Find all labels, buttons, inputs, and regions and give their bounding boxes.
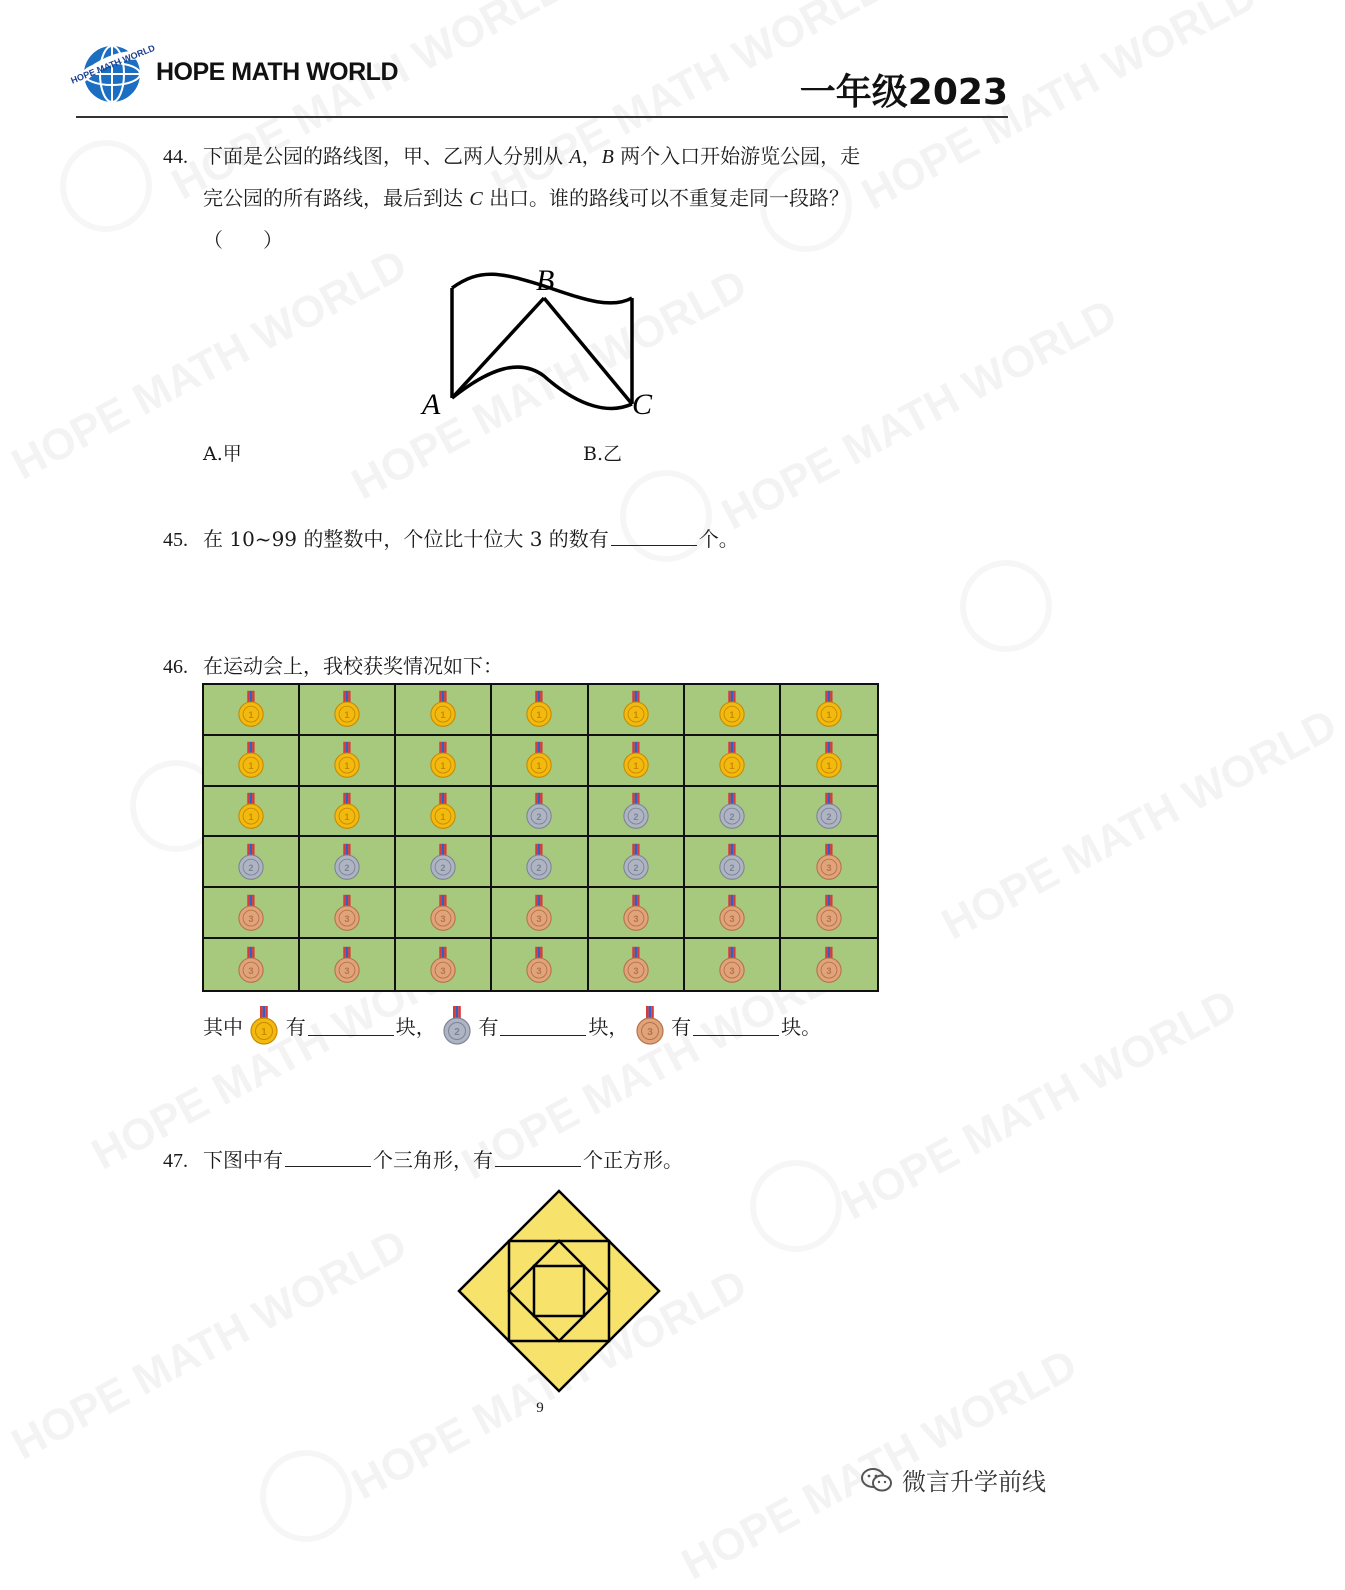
medal-cell (685, 787, 781, 838)
svg-text:1: 1 (261, 1027, 268, 1038)
svg-text:3: 3 (729, 913, 735, 924)
point-label-a: A (422, 388, 441, 421)
summary-text: 块， (395, 1015, 436, 1039)
watermark (714, 290, 1125, 540)
medal-cell (685, 837, 781, 888)
question-number: 44. (163, 146, 188, 168)
medal-summary (203, 1006, 821, 1046)
svg-text:1: 1 (248, 761, 254, 772)
watermark (934, 700, 1345, 950)
medal-cell (685, 888, 781, 939)
medal-cell (685, 939, 781, 990)
question-text: 出口。谁的路线可以不重复走同一段路？ (489, 186, 850, 210)
medal-cell (685, 685, 781, 736)
summary-text: 有 (671, 1015, 692, 1039)
logo-text: HOPE MATH WORLD (69, 42, 157, 86)
svg-text:2: 2 (633, 811, 639, 822)
park-route-diagram (420, 258, 660, 428)
medal-cell (781, 837, 877, 888)
medal-cell (685, 736, 781, 787)
question-text: 个三角形，有 (373, 1148, 493, 1172)
page-header (69, 40, 1008, 118)
svg-text:2: 2 (633, 862, 639, 873)
medal-cell (589, 736, 685, 787)
svg-text:3: 3 (248, 913, 254, 924)
question-text: 在运动会上，我校获奖情况如下： (203, 654, 503, 678)
medal-cell (492, 939, 588, 990)
question-text: 个。 (698, 527, 739, 551)
svg-text:3: 3 (344, 913, 350, 924)
medal-cell (492, 888, 588, 939)
svg-text:3: 3 (344, 965, 350, 976)
summary-text: 块。 (781, 1015, 822, 1039)
medal-cell (300, 685, 396, 736)
medal-cell (300, 736, 396, 787)
svg-text:1: 1 (344, 811, 350, 822)
svg-text:2: 2 (536, 862, 543, 873)
svg-text:2: 2 (536, 811, 543, 822)
medal-cell (300, 837, 396, 888)
svg-text:1: 1 (344, 761, 350, 772)
gold-count-blank[interactable] (308, 1015, 394, 1036)
svg-text:1: 1 (826, 761, 832, 772)
answer-blank[interactable] (611, 525, 697, 546)
medal-cell (589, 888, 685, 939)
svg-text:2: 2 (440, 862, 446, 873)
svg-text:1: 1 (248, 811, 254, 822)
question-number: 45. (163, 529, 188, 551)
svg-text:3: 3 (440, 965, 446, 976)
watermark-globe (60, 140, 152, 232)
gold-medal-icon (249, 1006, 279, 1045)
footer-text: 微言升学前线 (902, 1468, 1046, 1496)
brand-name: HOPE MATH WORLD (156, 58, 399, 86)
question-44-line2 (203, 182, 849, 211)
svg-text:3: 3 (826, 913, 832, 924)
header-divider (76, 116, 1008, 118)
medal-cell (204, 939, 300, 990)
svg-text:2: 2 (454, 1027, 460, 1038)
answer-parentheses: （ ） (203, 228, 283, 252)
svg-text:3: 3 (729, 965, 735, 976)
watermark-globe (750, 1160, 842, 1252)
question-number: 46. (163, 656, 188, 678)
medal-cell (492, 787, 588, 838)
medal-cell (204, 837, 300, 888)
watermark (834, 980, 1245, 1230)
svg-text:3: 3 (633, 913, 639, 924)
separator: ， (581, 144, 602, 168)
watermark (4, 1220, 415, 1470)
question-text: 在 10~99 的整数中，个位比十位大 3 的数有 (203, 527, 609, 551)
svg-text:1: 1 (248, 710, 254, 721)
medal-cell (492, 837, 588, 888)
square-count-blank[interactable] (495, 1146, 581, 1167)
variable-a: A (569, 146, 582, 168)
grade-title: 一年级2023 (799, 72, 1008, 113)
svg-text:3: 3 (633, 965, 639, 976)
footer-account (860, 1462, 1046, 1497)
point-label-b: B (536, 264, 555, 297)
option-b[interactable]: B.乙 (583, 443, 623, 465)
question-number: 47. (163, 1150, 188, 1172)
svg-text:3: 3 (536, 913, 543, 924)
question-text: 个正方形。 (583, 1148, 683, 1172)
svg-text:1: 1 (729, 761, 735, 772)
silver-count-blank[interactable] (500, 1015, 586, 1036)
svg-text:3: 3 (826, 862, 832, 873)
medal-cell (781, 939, 877, 990)
medal-cell (300, 787, 396, 838)
medal-cell (781, 736, 877, 787)
medal-cell (300, 888, 396, 939)
summary-text: 有 (478, 1015, 499, 1039)
question-46 (163, 650, 503, 679)
svg-text:1: 1 (440, 710, 446, 721)
svg-text:2: 2 (248, 862, 254, 873)
svg-text:2: 2 (729, 811, 735, 822)
medal-cell (396, 736, 492, 787)
triangle-count-blank[interactable] (285, 1146, 371, 1167)
summary-text: 有 (285, 1015, 306, 1039)
svg-text:2: 2 (826, 811, 832, 822)
medal-cell (589, 787, 685, 838)
svg-text:3: 3 (826, 965, 832, 976)
outer-diamond (459, 1191, 659, 1391)
medal-cell (204, 787, 300, 838)
svg-text:1: 1 (729, 710, 735, 721)
medal-cell (589, 685, 685, 736)
svg-text:1: 1 (536, 710, 543, 721)
medal-cell (781, 787, 877, 838)
medal-cell (204, 888, 300, 939)
medal-cell (204, 685, 300, 736)
medal-cell (492, 736, 588, 787)
svg-text:3: 3 (536, 965, 543, 976)
question-44-line1 (163, 140, 860, 169)
medal-cell (396, 787, 492, 838)
bronze-medal-icon (635, 1006, 665, 1045)
point-label-c: C (632, 388, 653, 421)
question-45 (163, 523, 739, 552)
watermark-globe (260, 1450, 352, 1542)
bronze-count-blank[interactable] (693, 1015, 779, 1036)
medal-cell (300, 939, 396, 990)
svg-text:1: 1 (440, 811, 446, 822)
svg-text:1: 1 (633, 761, 639, 772)
medal-cell (396, 837, 492, 888)
summary-text: 其中 (203, 1015, 243, 1039)
variable-c: C (469, 188, 483, 210)
medal-table (202, 683, 879, 992)
summary-text: 块， (588, 1015, 629, 1039)
svg-text:1: 1 (826, 710, 832, 721)
medal-cell (396, 939, 492, 990)
medal-cell (781, 888, 877, 939)
question-text: 下面是公园的路线图，甲、乙两人分别从 (203, 144, 563, 168)
medal-cell (396, 888, 492, 939)
medal-cell (204, 736, 300, 787)
svg-text:1: 1 (440, 761, 446, 772)
svg-text:2: 2 (729, 862, 735, 873)
question-text: 下图中有 (203, 1148, 283, 1172)
medal-cell (589, 939, 685, 990)
globe-logo-icon (69, 42, 157, 106)
svg-text:1: 1 (536, 761, 543, 772)
medal-cell (781, 685, 877, 736)
medal-cell (589, 837, 685, 888)
watermark-globe (960, 560, 1052, 652)
svg-text:3: 3 (248, 965, 254, 976)
svg-text:1: 1 (633, 710, 639, 721)
svg-text:3: 3 (647, 1027, 653, 1038)
silver-medal-icon (442, 1006, 472, 1045)
nested-squares-figure (456, 1188, 662, 1394)
medal-cell (396, 685, 492, 736)
svg-text:3: 3 (440, 913, 446, 924)
question-text: 两个入口开始游览公园，走 (620, 144, 861, 168)
question-47 (163, 1144, 683, 1173)
svg-text:2: 2 (344, 862, 350, 873)
svg-text:1: 1 (344, 710, 350, 721)
option-a[interactable]: A.甲 (203, 443, 242, 465)
wechat-icon (860, 1466, 894, 1494)
page-number: 9 (536, 1400, 544, 1416)
variable-b: B (601, 146, 614, 168)
medal-cell (492, 685, 588, 736)
question-text: 完公园的所有路线，最后到达 (203, 186, 463, 210)
